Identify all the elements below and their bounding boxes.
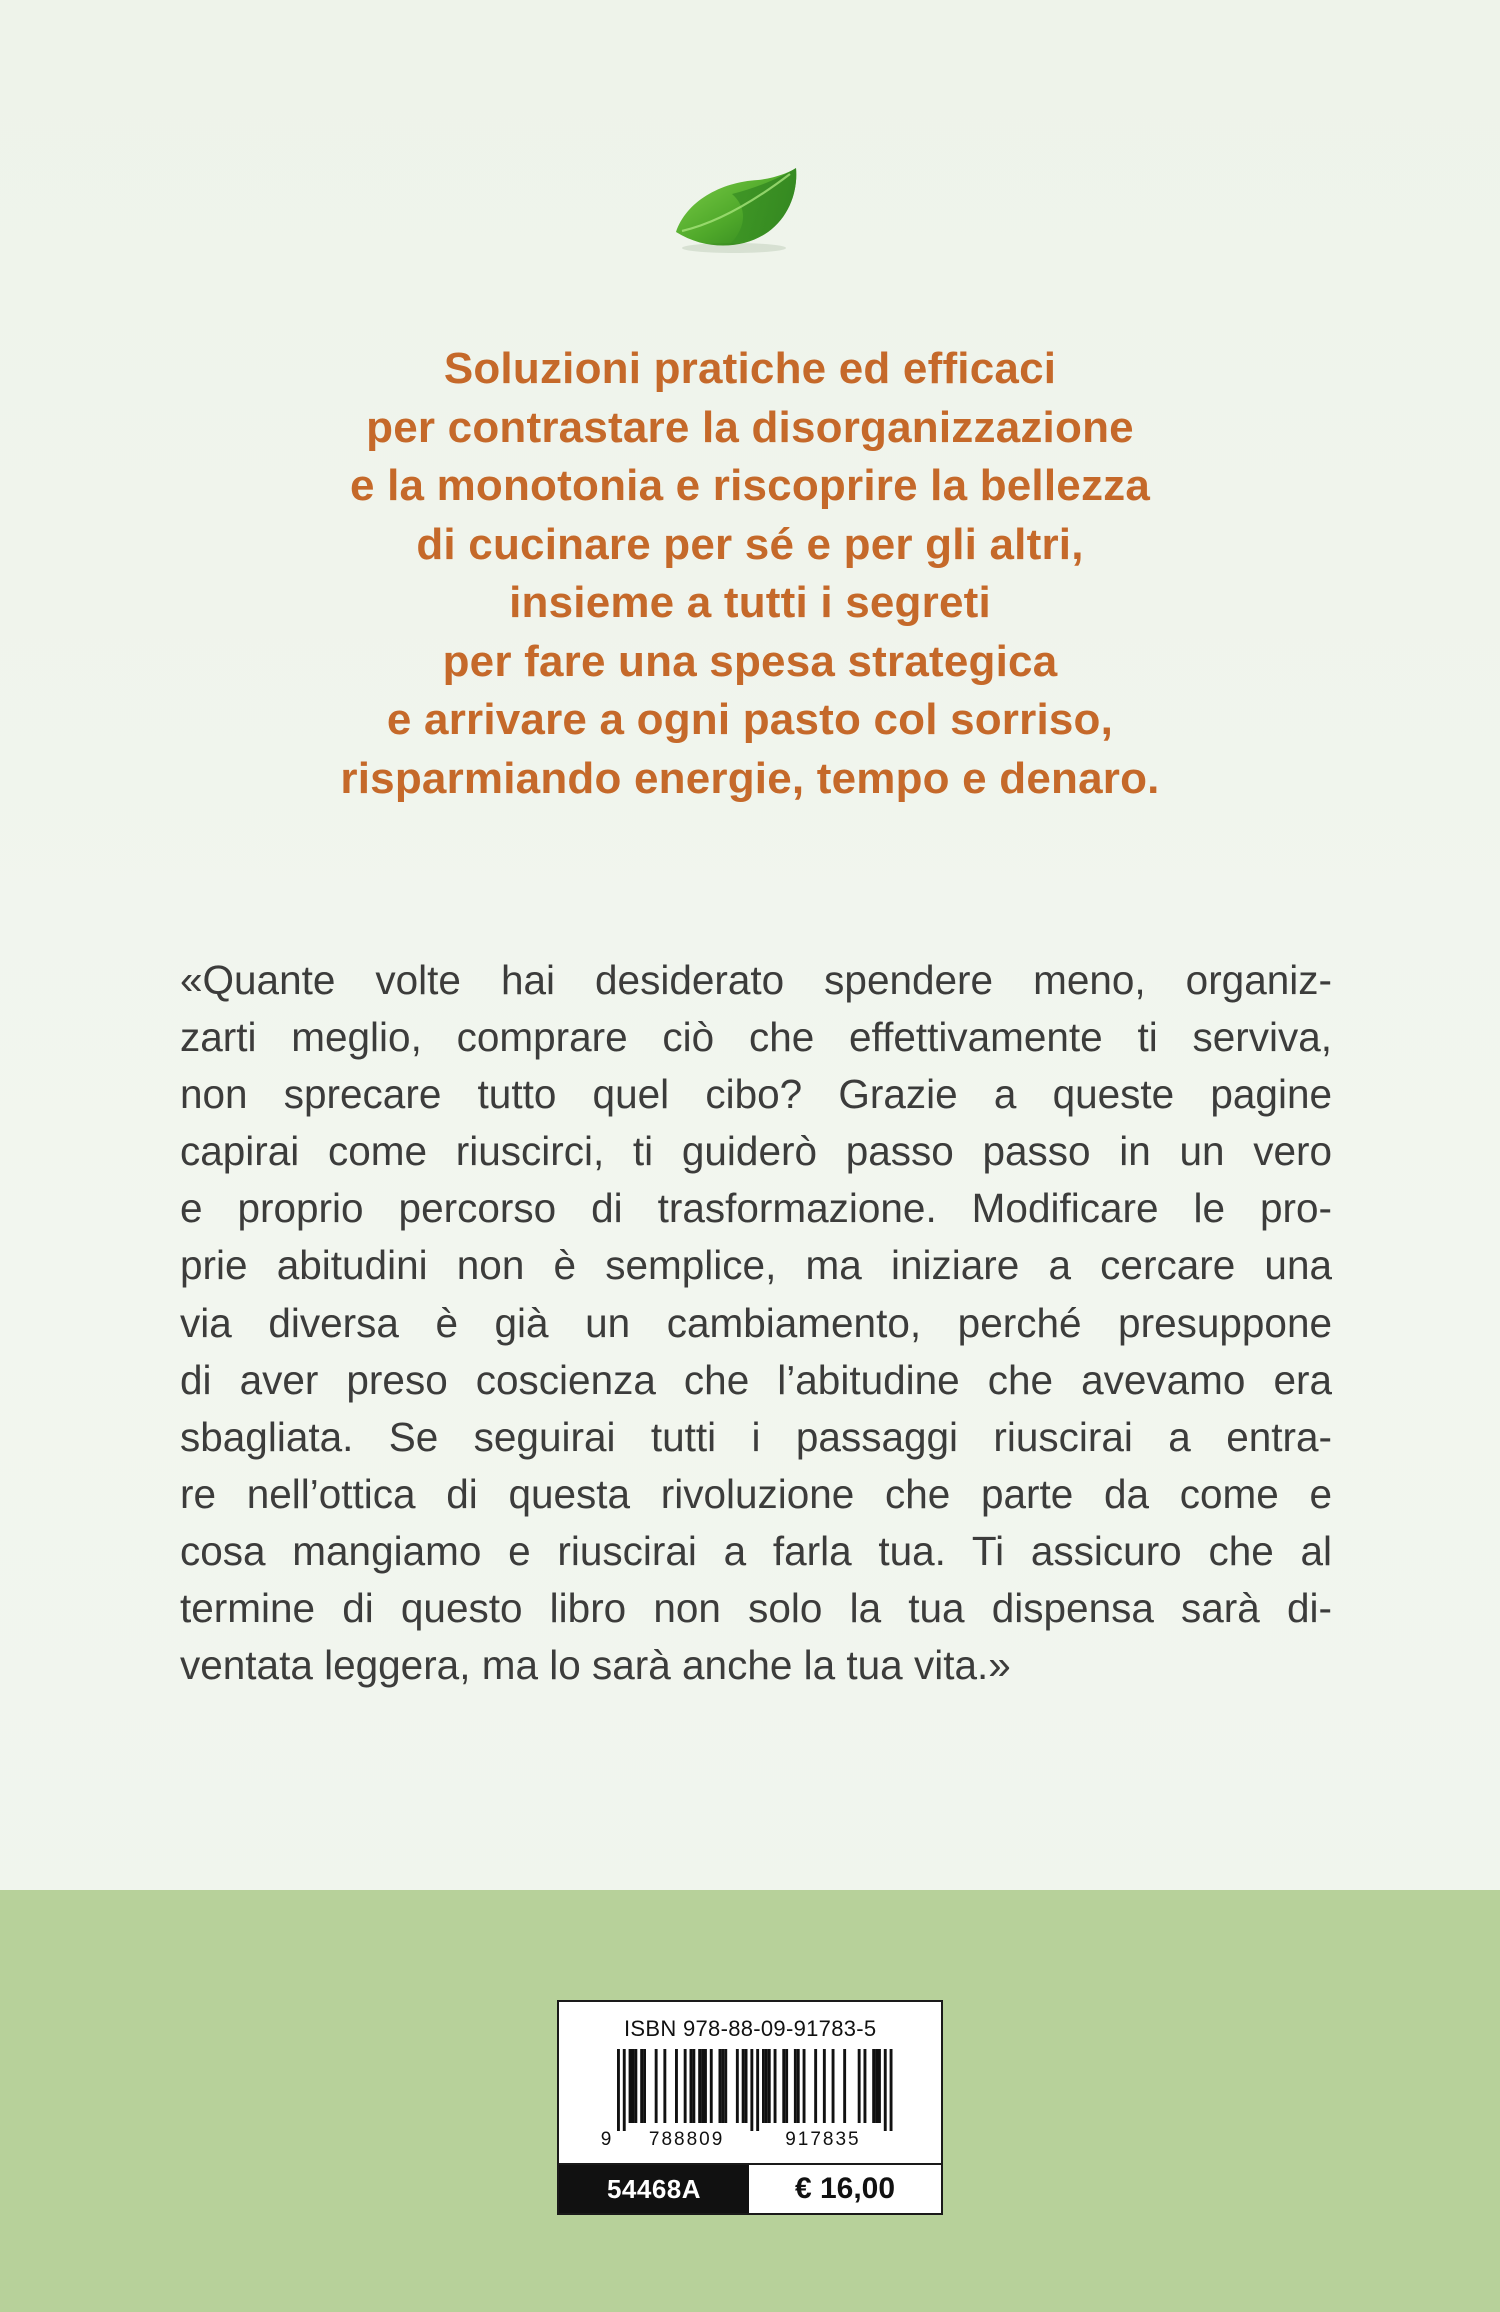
quote-line: termine di questo libro non solo la tua dispensa sarà di- [180,1585,1332,1632]
barcode-bar [698,2049,701,2123]
barcode-bar [797,2049,800,2123]
quote-line: re nell’ottica di questa rivoluzione che parte da come e [180,1470,1332,1517]
code-price-row [559,2163,941,2213]
barcode-bar [864,2049,867,2123]
barcode-bar [768,2049,771,2123]
barcode-bar [721,2049,724,2123]
quote-line: capirai come riuscirci, ti guiderò passo passo in un vero [180,1128,1332,1175]
barcode-bar [765,2049,768,2123]
barcode-digits: 917835 [785,2129,861,2149]
barcode-bar [803,2049,806,2123]
barcode-bar [643,2049,646,2123]
quote-line: e proprio percorso di trasformazione. Modificare le pro- [180,1185,1332,1232]
quote-line: di aver preso coscienza che l’abitudine che avevamo era [180,1356,1332,1403]
barcode-bar [785,2049,788,2123]
tagline-line: e la monotonia e riscoprire la bellezza [349,461,1151,510]
barcode-bar [629,2049,632,2123]
barcode-bar [736,2049,739,2123]
quote-line: cosa mangiamo e riuscirai a farla tua. Ti assicuro che al [180,1527,1332,1574]
barcode-bar [655,2049,658,2123]
barcode-bar [634,2049,637,2123]
barcode-bar [794,2049,797,2123]
tagline-line: e arrivare a ogni pasto col sorriso, [386,695,1114,744]
barcode-bar [884,2049,887,2131]
author-quote [180,952,1332,1694]
barcode-bar [750,2049,753,2131]
tagline [150,340,1350,808]
quote-line: «Quante volte hai desiderato spendere meno, organiz- [180,957,1332,1003]
tagline-line: per fare una spesa strategica [442,636,1058,686]
barcode-bar [782,2049,785,2123]
barcode-bar [710,2049,713,2123]
isbn-price-box [557,2000,943,2215]
basil-leaf-icon [672,168,802,258]
quote-line: via diversa è già un cambiamento, perché presuppone [180,1299,1332,1346]
barcode-bar [832,2049,835,2123]
barcode-bar [675,2049,678,2123]
barcode-bar [640,2049,643,2123]
barcode-bar [742,2049,745,2123]
barcode-bar [774,2049,777,2123]
barcode-bar [875,2049,878,2123]
barcode-bar [692,2049,695,2123]
barcode-bar [890,2049,893,2131]
quote-line: sbagliata. Se seguirai tutti i passaggi riuscirai a entra- [180,1413,1332,1460]
barcode-bar [878,2049,881,2123]
tagline-line: insieme a tutti i segreti [509,578,991,627]
quote-line: prie abitudini non è semplice, ma iniziare a cercare una [180,1242,1332,1289]
barcode-bar [814,2049,817,2123]
barcode-bar [684,2049,687,2123]
barcode-bar [872,2049,875,2123]
barcode-bar [762,2049,765,2123]
product-code: 54468A [559,2165,749,2213]
barcode-bar [823,2049,826,2123]
barcode-bar [719,2049,722,2123]
barcode [599,2049,899,2149]
barcode-bar [701,2049,704,2123]
quote-line: ventata leggera, ma lo sarà anche la tua vita.» [180,1642,1011,1689]
barcode-bar [858,2049,861,2123]
barcode-bar [623,2049,626,2131]
barcode-bar [663,2049,666,2123]
barcode-digits: 788809 [648,2129,725,2149]
tagline-line: per contrastare la disorganizzazione [366,402,1134,452]
barcode-bar [632,2049,635,2123]
barcode-bar [704,2049,707,2123]
tagline-line: di cucinare per sé e per gli altri, [416,519,1084,569]
isbn-label: ISBN 978-88-09-91783-5 [624,2016,877,2041]
tagline-line: Soluzioni pratiche ed efficaci [443,344,1057,393]
barcode-bar [690,2049,693,2123]
quote-line: zarti meglio, comprare ciò che effettivamente ti serviva, [180,1014,1332,1061]
barcode-bar [617,2049,620,2131]
price-label: € 16,00 [794,2172,896,2205]
tagline-line: risparmiando energie, tempo e denaro. [340,753,1160,803]
barcode-bar [843,2049,846,2123]
barcode-digits: 9 [600,2129,614,2149]
quote-line: non sprecare tutto quel cibo? Grazie a queste pagine [180,1071,1332,1118]
barcode-bar [724,2049,727,2123]
barcode-bar [756,2049,759,2131]
barcode-bar [745,2049,748,2123]
